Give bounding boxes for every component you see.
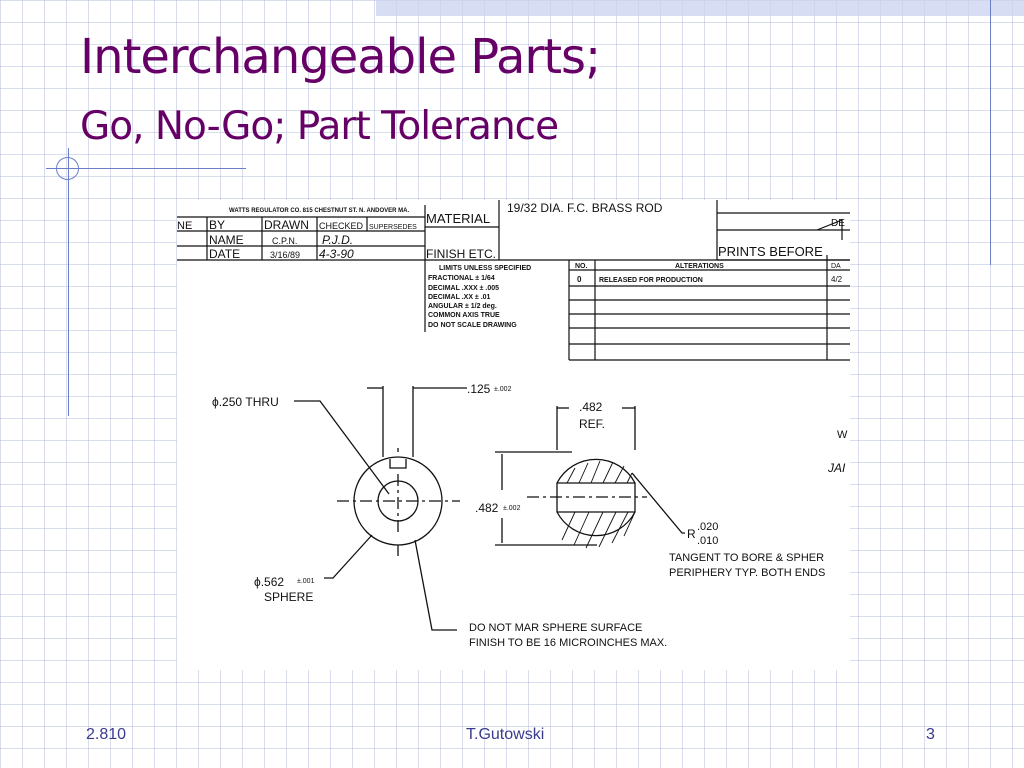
dim-sphere: ϕ.562 (254, 575, 285, 589)
tb-checked: CHECKED (319, 221, 364, 231)
note-finish-1: DO NOT MAR SPHERE SURFACE (469, 622, 643, 634)
limits-line: LIMITS UNLESS SPECIFIED (439, 265, 532, 272)
dim-thru: ϕ.250 THRU (212, 395, 279, 409)
tb-finish-label: FINISH ETC. (426, 247, 497, 261)
tb-alterations: ALTERATIONS (675, 263, 724, 270)
footer-author: T.Gutowski (466, 726, 545, 743)
slide-title: Interchangeable Parts; (80, 29, 601, 85)
accent-ring-icon (56, 157, 79, 180)
tb-da: DA (831, 263, 841, 270)
tb-prints-before: PRINTS BEFORE (718, 244, 823, 259)
footer-course-number: 2.810 (86, 726, 127, 743)
note-finish-2: FINISH TO BE 16 MICROINCHES MAX. (469, 637, 668, 649)
dim-ref-label: REF. (579, 417, 606, 431)
tb-de: DE (831, 218, 845, 229)
tb-drawn: DRAWN (264, 218, 309, 232)
dim-radius-bottom: .010 (697, 535, 719, 547)
edge-text-2: JAI (828, 461, 846, 475)
tb-material-value: 19/32 DIA. F.C. BRASS ROD (507, 201, 663, 215)
tb-material-label: MATERIAL (426, 211, 491, 226)
dim-radius-prefix: R (687, 527, 696, 541)
slide-subtitle: Go, No-Go; Part Tolerance (80, 104, 559, 149)
note-tangent-1: TANGENT TO BORE & SPHER (669, 552, 825, 564)
tb-name: NAME (209, 233, 244, 247)
tb-supersedes: SUPERSEDES (369, 224, 417, 231)
tb-da-value: 4/2 (831, 275, 843, 284)
left-accent-line (68, 148, 69, 416)
limits-list (428, 265, 531, 329)
dim-sphere-label: SPHERE (264, 590, 314, 604)
limits-line: FRACTIONAL ± 1/64 (428, 275, 495, 282)
tb-date: DATE (209, 247, 241, 261)
right-accent-line (990, 0, 991, 265)
drawing-svg (177, 200, 850, 670)
tb-checked-date: 4-3-90 (319, 247, 354, 261)
dim-slot-tol: ±.002 (494, 386, 512, 393)
dim-radius-top: .020 (697, 521, 719, 533)
tb-rev-no: 0 (577, 275, 582, 284)
limits-line: DECIMAL .XX ± .01 (428, 294, 491, 301)
tb-ne: NE (177, 220, 193, 232)
dim-sphere-tol: ±.001 (297, 578, 315, 585)
limits-line: ANGULAR ± 1/2 deg. (428, 303, 497, 310)
company-label: WATTS REGULATOR CO. 815 CHESTNUT ST. N. ANDOVER MA. (229, 208, 410, 214)
tb-drawn-name: C.P.N. (272, 236, 298, 246)
limits-line: COMMON AXIS TRUE (428, 312, 500, 319)
ball-front-view (294, 386, 467, 630)
limits-line: DO NOT SCALE DRAWING (428, 322, 517, 329)
engineering-drawing (177, 200, 850, 670)
footer-page-number: 3 (926, 726, 935, 743)
note-tangent-2: PERIPHERY TYP. BOTH ENDS (669, 567, 826, 579)
edge-text-1: W (837, 429, 848, 441)
tb-by: BY (209, 218, 226, 232)
dim-height-tol: ±.002 (503, 505, 521, 512)
dim-ref-val: .482 (579, 400, 603, 414)
limits-line: DECIMAL .XXX ± .005 (428, 285, 500, 292)
tb-no: NO. (575, 263, 588, 270)
tb-drawn-date: 3/16/89 (270, 250, 301, 260)
dim-slot: .125 (467, 382, 491, 396)
tb-checked-name: P.J.D. (322, 233, 354, 247)
header-accent-band (376, 0, 1024, 16)
tb-rev-text: RELEASED FOR PRODUCTION (599, 277, 703, 284)
dim-height: .482 (475, 501, 499, 515)
